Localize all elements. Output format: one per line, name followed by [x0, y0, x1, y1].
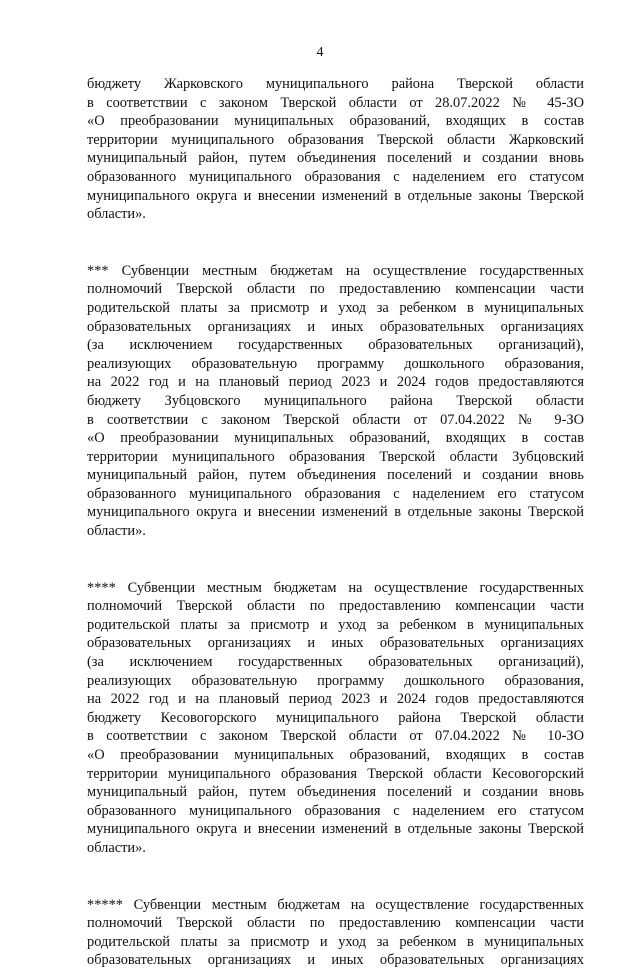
text-line: образованного муниципального образования с наделением его статусом: [87, 802, 584, 819]
text-line: ***** Субвенции местным бюджетам на осуществление государственных: [87, 896, 584, 913]
text-line: образованного муниципального образования с наделением его статусом: [87, 168, 584, 185]
text-line: на 2022 год и на плановый период 2023 и 2024 годов предоставляются: [87, 374, 584, 391]
text-line: муниципального округа и внесении изменений в отдельные законы Тверской: [87, 187, 584, 204]
text-line: территории муниципального образования Тверской области Жарковский: [87, 131, 584, 148]
text-line: «О преобразовании муниципальных образований, входящих в состав: [87, 113, 584, 130]
text-line: полномочий Тверской области по предоставлению компенсации части: [87, 598, 584, 615]
text-line: *** Субвенции местным бюджетам на осуществление государственных: [87, 262, 584, 279]
text-line: на 2022 год и на плановый период 2023 и 2024 годов предоставляются: [87, 691, 584, 708]
paragraph-gap: [87, 224, 584, 262]
text-line: бюджету Зубцовского муниципального района Тверской области: [87, 392, 584, 409]
paragraph-2: [87, 262, 584, 541]
text-line: полномочий Тверской области по предоставлению компенсации части: [87, 281, 584, 298]
paragraph-3: [87, 579, 584, 858]
text-line: муниципальный район, путем объединения поселений и создании вновь: [87, 784, 584, 801]
text-line: (за исключением государственных образовательных организаций),: [87, 337, 584, 354]
text-line: образовательных организациях и иных образовательных организациях: [87, 318, 584, 335]
paragraph-gap: [87, 858, 584, 896]
text-line: родительской платы за присмотр и уход за ребенком в муниципальных: [87, 299, 584, 316]
text-line: в соответствии с законом Тверской области от 07.04.2022 № 10-ЗО: [87, 728, 584, 745]
text-line: «О преобразовании муниципальных образований, входящих в состав: [87, 430, 584, 447]
text-line: «О преобразовании муниципальных образований, входящих в состав: [87, 747, 584, 763]
text-line: (за исключением государственных образовательных организаций),: [87, 654, 584, 671]
document-body: [87, 75, 584, 970]
paragraph-4: [87, 896, 584, 970]
text-line: муниципального округа и внесении изменений в отдельные законы Тверской: [87, 504, 584, 521]
text-line: бюджету Жарковского муниципального района Тверской области: [87, 76, 584, 92]
text-line: области».: [87, 523, 146, 540]
paragraph-1: [87, 75, 584, 224]
text-line: полномочий Тверской области по предоставлению компенсации части: [87, 915, 584, 932]
text-line: муниципальный район, путем объединения поселений и создании вновь: [87, 467, 584, 484]
text-line: образовательных организациях и иных образовательных организациях: [87, 952, 584, 969]
paragraph-gap: [87, 541, 584, 579]
text-line: родительской платы за присмотр и уход за ребенком в муниципальных: [87, 933, 584, 950]
text-line: территории муниципального образования Тверской области Кесовогорский: [87, 765, 584, 782]
text-line: реализующих образовательную программу дошкольного образования,: [87, 355, 584, 372]
text-line: муниципального округа и внесении изменений в отдельные законы Тверской: [87, 821, 584, 838]
text-line: образованного муниципального образования с наделением его статусом: [87, 485, 584, 502]
text-line: бюджету Кесовогорского муниципального района Тверской области: [87, 709, 584, 726]
text-line: образовательных организациях и иных образовательных организациях: [87, 635, 584, 652]
text-line: территории муниципального образования Тверской области Зубцовский: [87, 448, 584, 465]
page-number: 4: [316, 45, 324, 60]
text-line: реализующих образовательную программу дошкольного образования,: [87, 672, 584, 689]
text-line: области».: [87, 206, 146, 223]
text-line: в соответствии с законом Тверской области от 07.04.2022 № 9-ЗО: [87, 411, 584, 428]
text-line: муниципальный район, путем объединения поселений и создании вновь: [87, 150, 584, 167]
text-line: в соответствии с законом Тверской области от 28.07.2022 № 45-ЗО: [87, 94, 584, 111]
text-line: области».: [87, 839, 146, 856]
text-line: **** Субвенции местным бюджетам на осуществление государственных: [87, 579, 584, 596]
text-line: родительской платы за присмотр и уход за ребенком в муниципальных: [87, 616, 584, 633]
